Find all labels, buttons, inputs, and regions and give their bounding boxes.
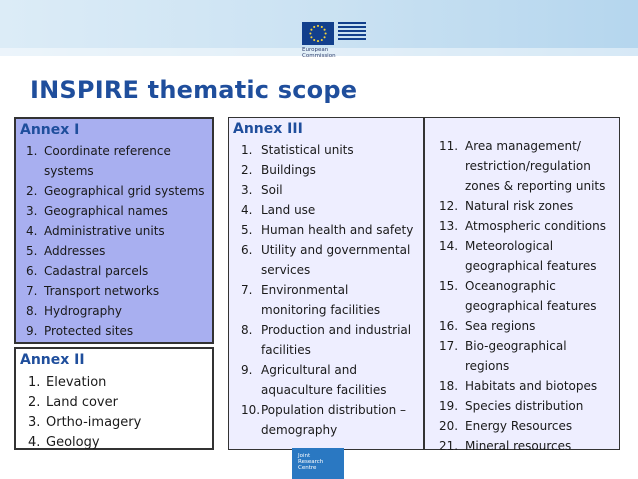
annex1-heading: Annex I <box>20 122 80 138</box>
building-icon <box>338 22 366 45</box>
annex1-box <box>14 117 214 344</box>
list-item: 19. Species distribution <box>439 399 584 413</box>
list-item: 7. Environmental monitoring facilities <box>241 283 381 317</box>
list-item: 21. Mineral resources <box>439 439 572 453</box>
list-item: 7. Transport networks <box>26 284 160 298</box>
annex2-box <box>14 347 214 450</box>
annex3-list-right <box>425 118 619 456</box>
list-item: 14. Meteorological geographical features <box>439 239 597 273</box>
list-item: 3. Geographical names <box>26 204 168 218</box>
list-item: 2. Land cover <box>28 395 118 410</box>
list-item: 10. Population distribution – demography <box>241 403 407 437</box>
eu-flag-icon <box>302 22 334 45</box>
annex2-list <box>16 369 212 453</box>
annex3-box-left <box>228 117 424 450</box>
page-title: INSPIRE thematic scope <box>30 76 358 104</box>
list-item: 1. Elevation <box>28 375 107 390</box>
list-item: 4. Administrative units <box>26 224 165 238</box>
annex1-list <box>16 139 212 341</box>
jrc-wordmark: Joint Research Centre <box>298 453 324 471</box>
list-item: 9. Agricultural and aquaculture facilities <box>241 363 387 397</box>
list-item: 18. Habitats and biotopes <box>439 379 598 393</box>
list-item: 11. Area management/ restriction/regulation zones & reporting units <box>439 139 606 193</box>
annex3-heading: Annex III <box>233 121 303 137</box>
list-item: 5. Human health and safety <box>241 223 414 237</box>
list-item: 1. Statistical units <box>241 143 354 157</box>
list-item: 8. Hydrography <box>26 304 122 318</box>
list-item: 9. Protected sites <box>26 324 134 338</box>
list-item: 13. Atmospheric conditions <box>439 219 607 233</box>
european-commission-logo <box>292 22 372 82</box>
list-item: 16. Sea regions <box>439 319 536 333</box>
list-item: 12. Natural risk zones <box>439 199 574 213</box>
list-item: 1. Coordinate reference systems <box>26 144 171 178</box>
list-item: 4. Land use <box>241 203 316 217</box>
list-item: 6. Cadastral parcels <box>26 264 149 278</box>
list-item: 5. Addresses <box>26 244 106 258</box>
list-item: 2. Buildings <box>241 163 316 177</box>
european-commission-wordmark: European Commission <box>302 47 336 59</box>
list-item: 15. Oceanographic geographical features <box>439 279 597 313</box>
annex2-heading: Annex II <box>20 352 85 368</box>
list-item: 17. Bio-geographical regions <box>439 339 567 373</box>
list-item: 3. Soil <box>241 183 283 197</box>
list-item: 2. Geographical grid systems <box>26 184 205 198</box>
list-item: 8. Production and industrial facilities <box>241 323 412 357</box>
annex3-list-left <box>229 138 423 440</box>
list-item: 6. Utility and governmental services <box>241 243 411 277</box>
list-item: 3. Ortho-imagery <box>28 415 142 430</box>
list-item: 4. Geology <box>28 435 100 450</box>
jrc-logo <box>292 448 344 479</box>
list-item: 20. Energy Resources <box>439 419 573 433</box>
annex3-box-right <box>424 117 620 453</box>
